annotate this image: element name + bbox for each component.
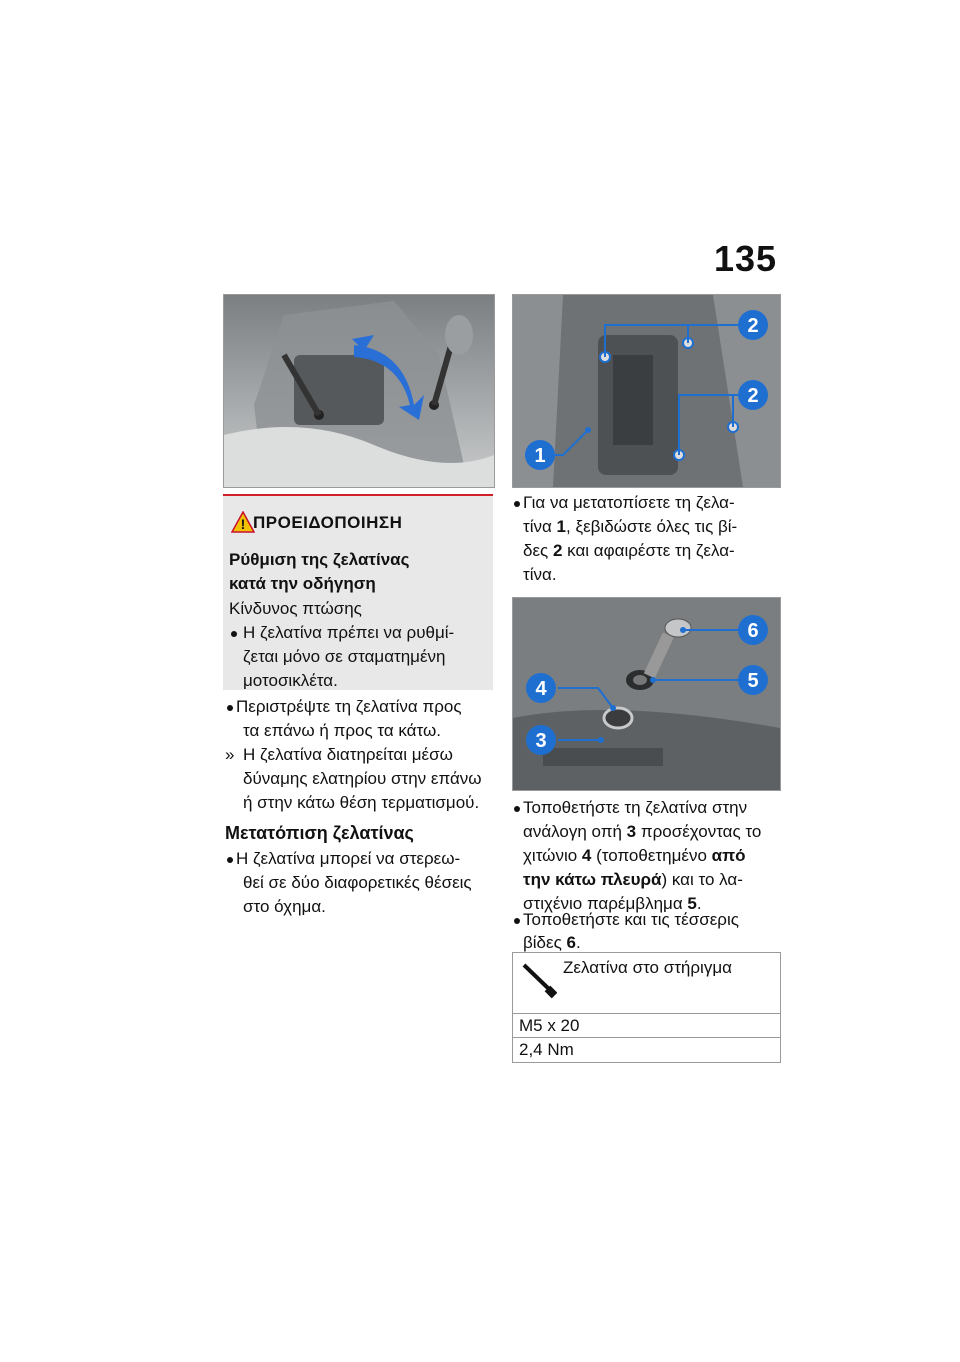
warning-label: ΠΡΟΕΙΔΟΠΟΙΗΣΗ (253, 513, 403, 532)
step2-line4: την κάτω πλευρά) και το λα- (523, 870, 743, 889)
svg-text:2: 2 (747, 315, 759, 337)
bullet-dot (227, 857, 233, 863)
sleeve-grommet-image (512, 597, 781, 791)
callout-1 (525, 440, 555, 470)
step2-line1: Τοποθετήστε τη ζελατίνα στην (523, 798, 748, 817)
info-line1: Η ζελατίνα μπορεί να στερεω- (236, 849, 461, 868)
step3-line2: βίδες 6. (523, 933, 581, 952)
step1-line3: δες 2 και αφαιρέστε τη ζελα- (523, 541, 735, 560)
info-line2: θεί σε δύο διαφορετικές θέσεις (243, 873, 472, 892)
svg-text:6: 6 (747, 620, 759, 642)
callout-5 (738, 665, 768, 695)
result-marker: » (225, 745, 235, 764)
step3-line1: Τοποθετήστε και τις τέσσερις (523, 910, 739, 929)
spec-torque: 2,4 Nm (519, 1040, 574, 1059)
bullet-dot (514, 501, 520, 507)
step2-line3: χιτώνιο 4 (τοποθετημένο από (523, 846, 746, 865)
page-number: 135 (714, 238, 778, 279)
step1-line2: τίνα 1, ξεβιδώστε όλες τις βί- (523, 517, 738, 536)
spec-label: Ζελατίνα στο στήριγμα (563, 958, 732, 977)
bullet-dot (231, 631, 237, 637)
svg-text:4: 4 (535, 678, 547, 700)
result-line1: Η ζελατίνα διατηρείται μέσω (243, 745, 453, 764)
svg-text:1: 1 (534, 445, 546, 467)
bullet-dot (227, 705, 233, 711)
warning-title-line2: κατά την οδήγηση (229, 574, 376, 593)
callout-3 (526, 725, 556, 755)
step-rotate-line1: Περιστρέψτε τη ζελατίνα προς (236, 697, 462, 716)
info-line3: στο όχημα. (243, 897, 326, 916)
section-heading: Μετατόπιση ζελατίνας (225, 823, 414, 843)
warning-title-line1: Ρύθμιση της ζελατίνας (229, 550, 410, 569)
result-line2: δύναμης ελατηρίου στην επάνω (243, 769, 482, 788)
callout-2-bottom (738, 380, 768, 410)
warning-triangle-icon (231, 511, 255, 533)
warning-bullet-line1: Η ζελατίνα πρέπει να ρυθμί- (243, 623, 455, 642)
svg-text:5: 5 (747, 670, 759, 692)
spec-row-torque (513, 1037, 780, 1062)
step1-line1: Για να μετατοπίσετε τη ζελα- (523, 493, 735, 512)
svg-text:!: ! (240, 516, 246, 532)
svg-text:3: 3 (535, 730, 547, 752)
warning-bullet-line3: μοτοσικλέτα. (243, 671, 338, 690)
callout-6 (738, 615, 768, 645)
callout-4 (526, 673, 556, 703)
torque-wrench-icon (521, 961, 557, 999)
step2-line5: στιχένιο παρέμβλημα 5. (523, 894, 702, 913)
windshield-adjust-image (223, 294, 495, 488)
step-rotate-line2: τα επάνω ή προς τα κάτω. (243, 721, 441, 740)
result-line3: ή στην κάτω θέση τερματισμού. (243, 793, 480, 812)
torque-spec-table (512, 952, 781, 1063)
bullet-dot (514, 806, 520, 812)
spec-row-size (513, 1013, 780, 1038)
bullet-dot (514, 918, 520, 924)
step1-line4: τίνα. (523, 565, 557, 584)
step2-line2: ανάλογη οπή 3 προσέχοντας το (523, 822, 762, 841)
windshield-bolts-image (512, 294, 781, 488)
warning-risk: Κίνδυνος πτώσης (229, 599, 362, 618)
spec-size: M5 x 20 (519, 1016, 580, 1035)
warning-bullet-line2: ζεται μόνο σε σταματημένη (243, 647, 446, 666)
svg-text:2: 2 (747, 385, 759, 407)
callout-2-top (738, 310, 768, 340)
